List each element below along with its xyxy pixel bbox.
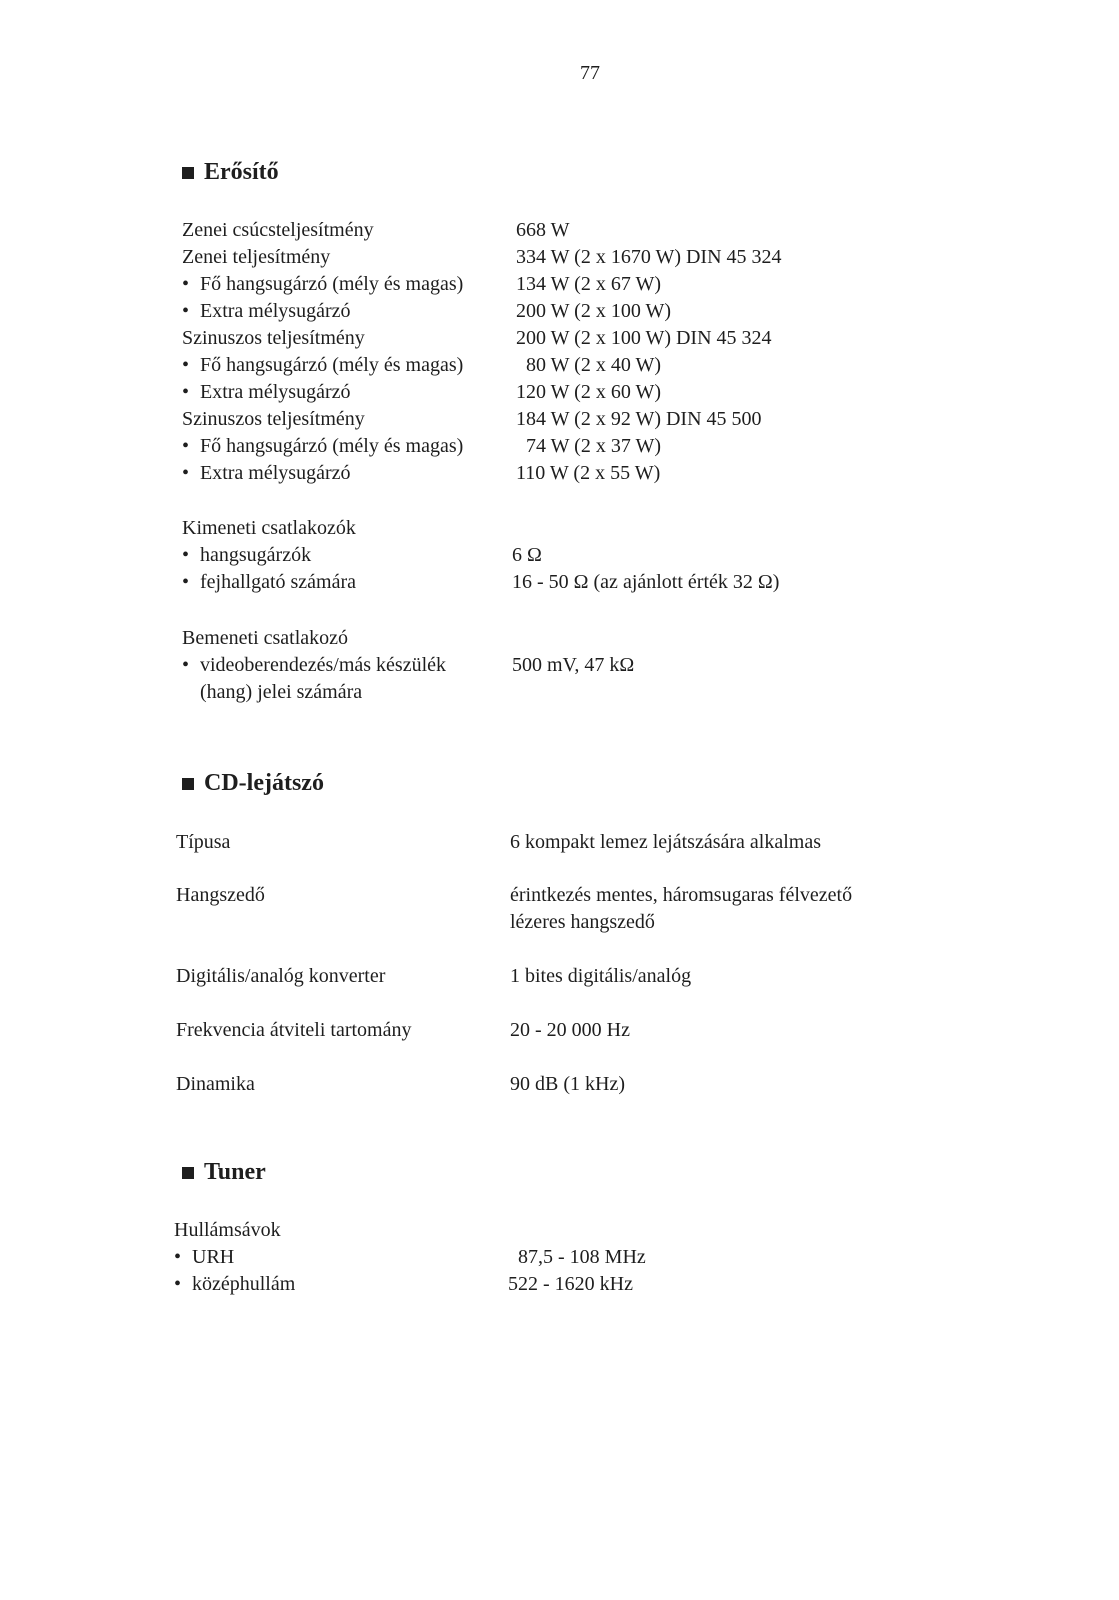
bullet-dot-icon: • [182, 435, 190, 457]
spec-value-line2: lézeres hangszedő [510, 911, 655, 933]
spec-label: fejhallgató számára [200, 571, 357, 593]
spec-label: középhullám [192, 1273, 296, 1295]
heading-text: Tuner [204, 1159, 266, 1185]
spec-label: Fő hangsugárzó (mély és magas) [200, 435, 464, 457]
spec-label: Frekvencia átviteli tartomány [176, 1019, 412, 1041]
spec-label: Zenei csúcsteljesítmény [182, 219, 374, 241]
spec-label: (hang) jelei számára [200, 681, 363, 703]
spec-label: hangsugárzók [200, 544, 312, 566]
bullet-dot-icon: • [182, 381, 190, 403]
spec-label: Szinuszos teljesítmény [182, 327, 365, 349]
section-heading-amplifier [182, 157, 279, 187]
spec-value: 334 W (2 x 1670 W) DIN 45 324 [516, 246, 782, 268]
spec-value: 6 kompakt lemez lejátszására alkalmas [510, 831, 821, 853]
bullet-dot-icon: • [182, 273, 190, 295]
spec-value: 90 dB (1 kHz) [510, 1073, 625, 1095]
bullet-dot-icon: • [182, 462, 190, 484]
spec-value: 20 - 20 000 Hz [510, 1019, 630, 1041]
spec-label: Extra mélysugárzó [200, 381, 351, 403]
spec-label: Fő hangsugárzó (mély és magas) [200, 354, 464, 376]
square-bullet-icon [182, 167, 194, 179]
square-bullet-icon [182, 778, 194, 790]
bullet-dot-icon: • [182, 571, 190, 593]
spec-label: Szinuszos teljesítmény [182, 408, 365, 430]
spec-label: Típusa [176, 831, 231, 853]
heading-text: CD-lejátszó [204, 770, 324, 796]
spec-value: 200 W (2 x 100 W) [516, 300, 671, 322]
spec-label: Hangszedő [176, 884, 265, 906]
spec-group-title: Kimeneti csatlakozók [182, 517, 356, 539]
spec-value: 80 W (2 x 40 W) [526, 354, 661, 376]
page-number: 77 [580, 62, 600, 84]
spec-label: URH [192, 1246, 235, 1268]
bullet-dot-icon: • [182, 544, 190, 566]
spec-value: 668 W [516, 219, 570, 241]
spec-value: 74 W (2 x 37 W) [526, 435, 661, 457]
spec-value: 1 bites digitális/analóg [510, 965, 692, 987]
spec-label: videoberendezés/más készülék [200, 654, 447, 676]
spec-value: 200 W (2 x 100 W) DIN 45 324 [516, 327, 772, 349]
spec-group-title: Hullámsávok [174, 1219, 281, 1241]
spec-value: 6 Ω [512, 544, 542, 566]
bullet-dot-icon: • [182, 300, 190, 322]
square-bullet-icon [182, 1167, 194, 1179]
spec-group-title: Bemeneti csatlakozó [182, 627, 349, 649]
spec-label: Extra mélysugárzó [200, 462, 351, 484]
heading-text: Erősítő [204, 159, 279, 185]
bullet-dot-icon: • [174, 1246, 182, 1268]
spec-value: 500 mV, 47 kΩ [512, 654, 635, 676]
bullet-dot-icon: • [182, 654, 190, 676]
spec-value: érintkezés mentes, háromsugaras félvezető [510, 884, 853, 906]
spec-label: Digitális/analóg konverter [176, 965, 386, 987]
spec-label: Extra mélysugárzó [200, 300, 351, 322]
spec-value: 110 W (2 x 55 W) [516, 462, 661, 484]
spec-value: 522 - 1620 kHz [508, 1273, 633, 1295]
spec-value: 134 W (2 x 67 W) [516, 273, 661, 295]
spec-label: Fő hangsugárzó (mély és magas) [200, 273, 464, 295]
spec-value: 87,5 - 108 MHz [518, 1246, 646, 1268]
spec-value: 184 W (2 x 92 W) DIN 45 500 [516, 408, 762, 430]
spec-value: 120 W (2 x 60 W) [516, 381, 661, 403]
spec-label: Dinamika [176, 1073, 255, 1095]
section-heading-tuner [182, 1157, 266, 1187]
spec-value: 16 - 50 Ω (az ajánlott érték 32 Ω) [512, 571, 780, 593]
spec-label: Zenei teljesítmény [182, 246, 331, 268]
section-heading-cd [182, 768, 324, 798]
bullet-dot-icon: • [182, 354, 190, 376]
bullet-dot-icon: • [174, 1273, 182, 1295]
